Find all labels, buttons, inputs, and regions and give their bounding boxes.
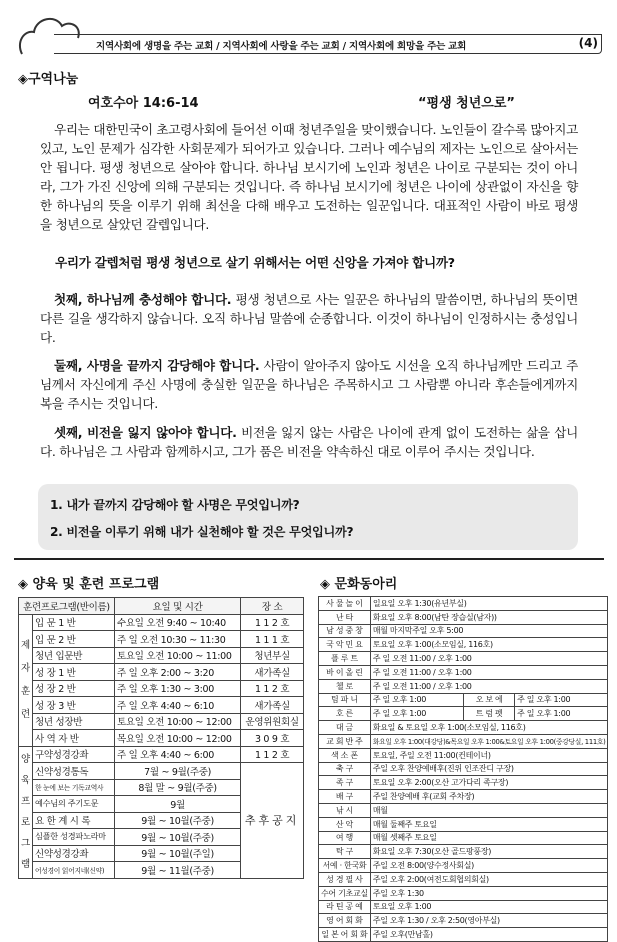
program-name: 신약성경강좌	[33, 845, 115, 862]
table-row	[19, 730, 304, 747]
club-name: 성 경 필 사	[319, 872, 371, 886]
club-time: 주 일 오전 11:00 / 오후 1:00	[370, 652, 608, 666]
club-time: 주일 오후 1:30	[370, 886, 608, 900]
program-place: 1 1 2 호	[241, 614, 304, 631]
point-2-body: 사람이 알아주지 않아도 시선을 오직 하나님께만 드리고 주님께서 자신에게 주신 사명에 충실한 일꾼을 하나님은 주목하시고 그 사람뿐 아니라 후손들에게까지 복을 주시는 것입니다.	[40, 358, 578, 411]
club-time: 토요일, 주일 오전 11:00(컨테이너)	[370, 748, 608, 762]
table-row	[319, 914, 608, 928]
program-time: 토요일 오전 10:00 ~ 11:00	[114, 647, 240, 664]
program-name: 예수님의 주기도문	[33, 796, 115, 813]
club-name: 탁 구	[319, 845, 371, 859]
club-time: 주 일 오후 1:00	[515, 707, 608, 721]
club-time: 매월 둘째주 토요일	[370, 817, 608, 831]
program-name: 사 역 자 반	[33, 730, 115, 747]
point-1-heading: 첫째, 하나님께 충성해야 합니다.	[54, 292, 232, 307]
program-time: 수요일 오전 9:40 ~ 10:40	[114, 614, 240, 631]
program-time: 8월 말 ~ 9월(주중)	[114, 779, 240, 796]
club-time: 주 일 오후 1:00	[515, 693, 608, 707]
club-name: 영 어 회 화	[319, 914, 371, 928]
club-name: 배 구	[319, 790, 371, 804]
table-row	[319, 734, 608, 748]
club-name: 대 금	[319, 721, 371, 735]
club-name: 호 른	[319, 707, 371, 721]
main-question: 우리가 갈렙처럼 평생 청년으로 살기 위해서는 어떤 신앙을 가져야 합니까?	[55, 255, 455, 270]
program-name: 청년 성장반	[33, 713, 115, 730]
col-header-time: 요일 및 시간	[114, 598, 240, 615]
program-name: 요 한 계 시 록	[33, 812, 115, 829]
club-time: 화요일 오후 1:00(대강당)&목요일 오후 1:00&토요일 오후 1:00(중강당실, 111호)	[370, 734, 608, 748]
program-name: 한 눈에 보는 기독교역사	[33, 779, 115, 796]
table-row	[319, 638, 608, 652]
club-name: 난 타	[319, 610, 371, 624]
club-name: 트 럼 펫	[464, 707, 515, 721]
table-row	[319, 900, 608, 914]
club-time: 주일 오후 1:30 / 오후 2:50(영아부실)	[370, 914, 608, 928]
table-row	[319, 928, 608, 942]
program-time: 주 일 오전 10:30 ~ 11:30	[114, 631, 240, 648]
group-label-discipleship: 제 자 훈 련	[19, 614, 33, 746]
club-name: 첼 로	[319, 679, 371, 693]
club-time: 매월 셋째주 토요일	[370, 831, 608, 845]
club-time: 주일 오전 8:00(양수정사회실)	[370, 859, 608, 873]
club-time: 화요일 & 토요일 오후 1:00(소모임실, 116호)	[370, 721, 608, 735]
program-name: 입 문 2 반	[33, 631, 115, 648]
program-time: 9월 ~ 10월(주일)	[114, 845, 240, 862]
program-time: 주 일 오후 4:40 ~ 6:00	[114, 746, 240, 763]
club-name: 사 물 놀 이	[319, 597, 371, 611]
table-row	[319, 610, 608, 624]
program-name: 신약성경통독	[33, 763, 115, 780]
table-row	[319, 776, 608, 790]
table-header-row	[19, 598, 304, 615]
program-place: 운영위원회실	[241, 713, 304, 730]
program-time: 주 일 오후 2:00 ~ 3:20	[114, 664, 240, 681]
clubs-table	[318, 596, 608, 942]
table-row	[319, 652, 608, 666]
club-time: 주 일 오후 1:00	[370, 693, 463, 707]
club-name: 바 이 올 린	[319, 665, 371, 679]
table-row	[19, 664, 304, 681]
club-time: 토요일 오후 2:00(오산 고가다리 족구장)	[370, 776, 608, 790]
club-name: 국 악 민 요	[319, 638, 371, 652]
club-name: 일 본 어 회 화	[319, 928, 371, 942]
club-name: 축 구	[319, 762, 371, 776]
program-time: 목요일 오전 10:00 ~ 12:00	[114, 730, 240, 747]
table-row	[319, 803, 608, 817]
table-row	[319, 790, 608, 804]
table-row	[19, 647, 304, 664]
point-2-heading: 둘째, 사명을 끝까지 감당해야 합니다.	[54, 358, 260, 373]
table-row	[19, 614, 304, 631]
point-1	[40, 290, 578, 347]
program-place: 새가족실	[241, 664, 304, 681]
club-time: 주일 오후(만남홀)	[370, 928, 608, 942]
club-name: 낚 시	[319, 803, 371, 817]
section-title-cell-sharing: ◈구역나눔	[18, 72, 79, 87]
program-name: 성 장 3 반	[33, 697, 115, 714]
club-name: 교 회 반 주	[319, 734, 371, 748]
program-time: 9월 ~ 10월(주중)	[114, 812, 240, 829]
point-2	[40, 356, 578, 413]
sermon-title: “평생 청년으로”	[418, 96, 515, 111]
program-time: 7월 ~ 9월(주중)	[114, 763, 240, 780]
program-place: 1 1 2 호	[241, 746, 304, 763]
intro-paragraph: 우리는 대한민국이 초고령사회에 들어선 이때 청년주일을 맞이했습니다. 노인들이 갈수록 많아지고 있고, 노인 문제가 심각한 사회문제가 되어가고 있습니다. 그러나 예수님의 제자는 노인으로 살아서는 안 됩니다. 평생 청년으로 살아야 합니다. 하나님 보시기에 노인과 청년은 나이로 구분되는 것이 아니라, 그가 가진 신앙에 의해 구분되는 것입니다. 즉 하나님 보시기에 청년은 나이에 상관없이 자신을 향한 하나님의 뜻을 이루기 위해 최선을 다해 배우고 도전하는 일꾼입니다. 대표적인 사람이 바로 평생을 청년으로 살았던 갈렙입니다.	[40, 122, 578, 232]
program-time: 9월 ~ 11월(주중)	[114, 862, 240, 879]
club-time: 주 일 오전 11:00 / 오후 1:00	[370, 665, 608, 679]
club-name: 산 악	[319, 817, 371, 831]
club-time: 주일 오후 찬양예배후(진위 인조잔디 구장)	[370, 762, 608, 776]
table-row	[319, 721, 608, 735]
program-place-notice: 추후공지	[241, 763, 304, 879]
program-name: 어성경이 읽어지네(신약)	[33, 862, 115, 879]
table-row	[319, 872, 608, 886]
program-name: 성 장 1 반	[33, 664, 115, 681]
table-row	[319, 762, 608, 776]
table-row	[19, 680, 304, 697]
point-3-heading: 셋째, 비전을 잃지 않아야 합니다.	[54, 425, 237, 440]
col-header-place: 장 소	[241, 598, 304, 615]
section-title-clubs: ◈ 문화동아리	[320, 577, 398, 592]
col-header-program: 훈련프로그램(반이름)	[19, 598, 115, 615]
club-name: 플 루 트	[319, 652, 371, 666]
program-name: 심플한 성경파노라마	[33, 829, 115, 846]
program-place: 3 0 9 호	[241, 730, 304, 747]
table-row	[19, 713, 304, 730]
program-time: 토요일 오전 10:00 ~ 12:00	[114, 713, 240, 730]
club-time: 주 일 오전 11:00 / 오후 1:00	[370, 679, 608, 693]
program-name: 청년 입문반	[33, 647, 115, 664]
scripture-reference: 여호수아 14:6-14	[88, 96, 199, 111]
club-time: 주 일 오후 1:00	[370, 707, 463, 721]
club-time: 화요일 오후 8:00(남탄 장습실(남자))	[370, 610, 608, 624]
program-place: 청년부실	[241, 647, 304, 664]
club-time: 매월	[370, 803, 608, 817]
club-time: 토요일 오후 1:00	[370, 900, 608, 914]
group-label-nurture: 양 육 프 로 그 램	[19, 746, 33, 878]
program-name: 구약성경강좌	[33, 746, 115, 763]
program-time: 9월 ~ 10월(주중)	[114, 829, 240, 846]
program-place: 1 1 1 호	[241, 631, 304, 648]
club-name: 남 성 중 창	[319, 624, 371, 638]
table-row	[319, 831, 608, 845]
point-3	[40, 423, 578, 461]
club-time: 토요일 오후 1:00(소모임실, 116호)	[370, 638, 608, 652]
program-time: 주 일 오후 4:40 ~ 6:10	[114, 697, 240, 714]
club-name: 수어 기초교실	[319, 886, 371, 900]
club-time: 주일 오후 2:00(여전도회협의회실)	[370, 872, 608, 886]
table-row	[319, 624, 608, 638]
program-name: 성 장 2 반	[33, 680, 115, 697]
program-name: 입 문 1 반	[33, 614, 115, 631]
club-name: 족 구	[319, 776, 371, 790]
page-number: (4)	[578, 36, 598, 50]
point-1-body: 평생 청년으로 사는 일꾼은 하나님의 말씀이면, 하나님의 뜻이면 다른 길을 생각하지 않습니다. 오직 하나님 말씀에 순종합니다. 이것이 하나님이 인정하시는 충성입니다.	[40, 292, 578, 345]
table-row	[19, 697, 304, 714]
page-header	[14, 12, 604, 54]
table-row	[319, 748, 608, 762]
club-name: 색 소 폰	[319, 748, 371, 762]
club-name: 서예 · 한국화	[319, 859, 371, 873]
header-slogan: 지역사회에 생명을 주는 교회 / 지역사회에 사랑을 주는 교회 / 지역사회에 희망을 주는 교회	[96, 41, 467, 52]
section-title-training: ◈ 양육 및 훈련 프로그램	[18, 577, 160, 592]
program-place: 1 1 2 호	[241, 680, 304, 697]
club-time: 화요일 오후 7:30(오산 골드팡풍장)	[370, 845, 608, 859]
point-3-body: 비전을 잃지 않는 사람은 나이에 관계 없이 도전하는 삶을 삽니다. 하나님은 그 사람과 함께하시고, 그가 품은 비전을 약속하신 대로 이루어 주시는 것입니다.	[40, 425, 579, 459]
table-row	[319, 886, 608, 900]
question-1: 1. 내가 끝까지 감당해야 할 사명은 무엇입니까?	[50, 498, 300, 512]
table-row	[319, 845, 608, 859]
table-row	[319, 597, 608, 611]
club-name: 오 보 에	[464, 693, 515, 707]
training-table	[18, 597, 304, 879]
club-time: 매월 마지막주일 오후 5:00	[370, 624, 608, 638]
club-name: 팀 파 니	[319, 693, 371, 707]
section-divider	[14, 558, 604, 560]
table-row	[319, 707, 608, 721]
club-name: 여 행	[319, 831, 371, 845]
question-2: 2. 비전을 이루기 위해 내가 실천해야 할 것은 무엇입니까?	[50, 525, 354, 539]
table-row	[19, 631, 304, 648]
table-row	[319, 817, 608, 831]
table-row	[19, 746, 304, 763]
club-time: 일요일 오후 1:30(유년부실)	[370, 597, 608, 611]
table-row	[319, 859, 608, 873]
program-time: 9월	[114, 796, 240, 813]
table-row	[319, 693, 608, 707]
table-row	[319, 679, 608, 693]
discussion-questions-box	[38, 484, 578, 550]
program-time: 주 일 오후 1:30 ~ 3:00	[114, 680, 240, 697]
table-row	[319, 665, 608, 679]
club-name: 라 틴 공 예	[319, 900, 371, 914]
program-place: 새가족실	[241, 697, 304, 714]
club-time: 주일 찬양예배 후(교회 주차장)	[370, 790, 608, 804]
table-row	[19, 763, 304, 780]
